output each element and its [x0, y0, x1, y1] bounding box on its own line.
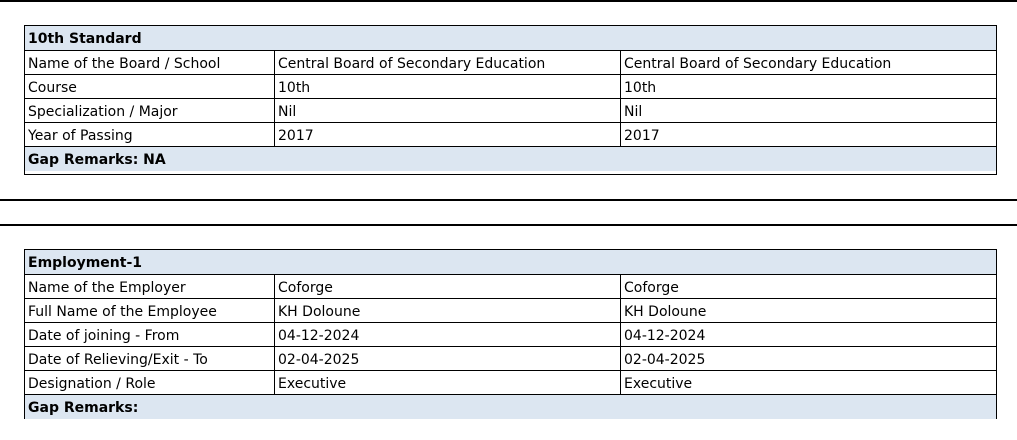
- row-label: Date of joining - From: [25, 323, 275, 346]
- row-label: Full Name of the Employee: [25, 299, 275, 322]
- row-label: Specialization / Major: [25, 99, 275, 122]
- education-section: [24, 25, 997, 175]
- row-value-1: 04-12-2024: [275, 323, 621, 346]
- table-row: [25, 99, 996, 123]
- row-value-2: Nil: [624, 104, 643, 120]
- row-value-2: 2017: [624, 128, 660, 144]
- employment-title: Employment-1: [28, 255, 143, 271]
- gap-remarks: Gap Remarks: NA: [28, 152, 166, 168]
- row-value-1: Central Board of Secondary Education: [275, 51, 621, 74]
- table-row: [25, 75, 996, 99]
- row-label: Name of the Employer: [25, 275, 275, 298]
- row-label: Designation / Role: [25, 371, 275, 394]
- table-row: [25, 371, 996, 395]
- row-value-2: Central Board of Secondary Education: [624, 56, 892, 72]
- education-header-row: [25, 26, 996, 51]
- row-value-2: 10th: [624, 80, 657, 96]
- row-value-1: Coforge: [275, 275, 621, 298]
- employment-remarks-row: [25, 395, 996, 419]
- row-value-1: 10th: [275, 75, 621, 98]
- row-value-1: 02-04-2025: [275, 347, 621, 370]
- gap-remarks: Gap Remarks:: [28, 400, 139, 416]
- table-row: [25, 347, 996, 371]
- table-row: [25, 275, 996, 299]
- row-value-1: Nil: [275, 99, 621, 122]
- row-value-2: Executive: [624, 376, 693, 392]
- table-row: [25, 51, 996, 75]
- section-divider: [0, 199, 1017, 201]
- table-row: [25, 123, 996, 147]
- row-value-1: 2017: [275, 123, 621, 146]
- row-value-2: KH Doloune: [624, 304, 707, 320]
- row-label: Name of the Board / School: [25, 51, 275, 74]
- row-label: Year of Passing: [25, 123, 275, 146]
- row-value-2: Coforge: [624, 280, 679, 296]
- education-remarks-row: [25, 147, 996, 171]
- table-row: [25, 323, 996, 347]
- row-value-1: Executive: [275, 371, 621, 394]
- employment-section: [24, 249, 997, 419]
- row-value-1: KH Doloune: [275, 299, 621, 322]
- table-row: [25, 299, 996, 323]
- row-label: Course: [25, 75, 275, 98]
- employment-header-row: [25, 250, 996, 275]
- top-divider: [0, 0, 1017, 2]
- row-value-2: 04-12-2024: [624, 328, 706, 344]
- row-value-2: 02-04-2025: [624, 352, 706, 368]
- section-divider: [0, 224, 1017, 226]
- education-title: 10th Standard: [28, 31, 142, 47]
- row-label: Date of Relieving/Exit - To: [25, 347, 275, 370]
